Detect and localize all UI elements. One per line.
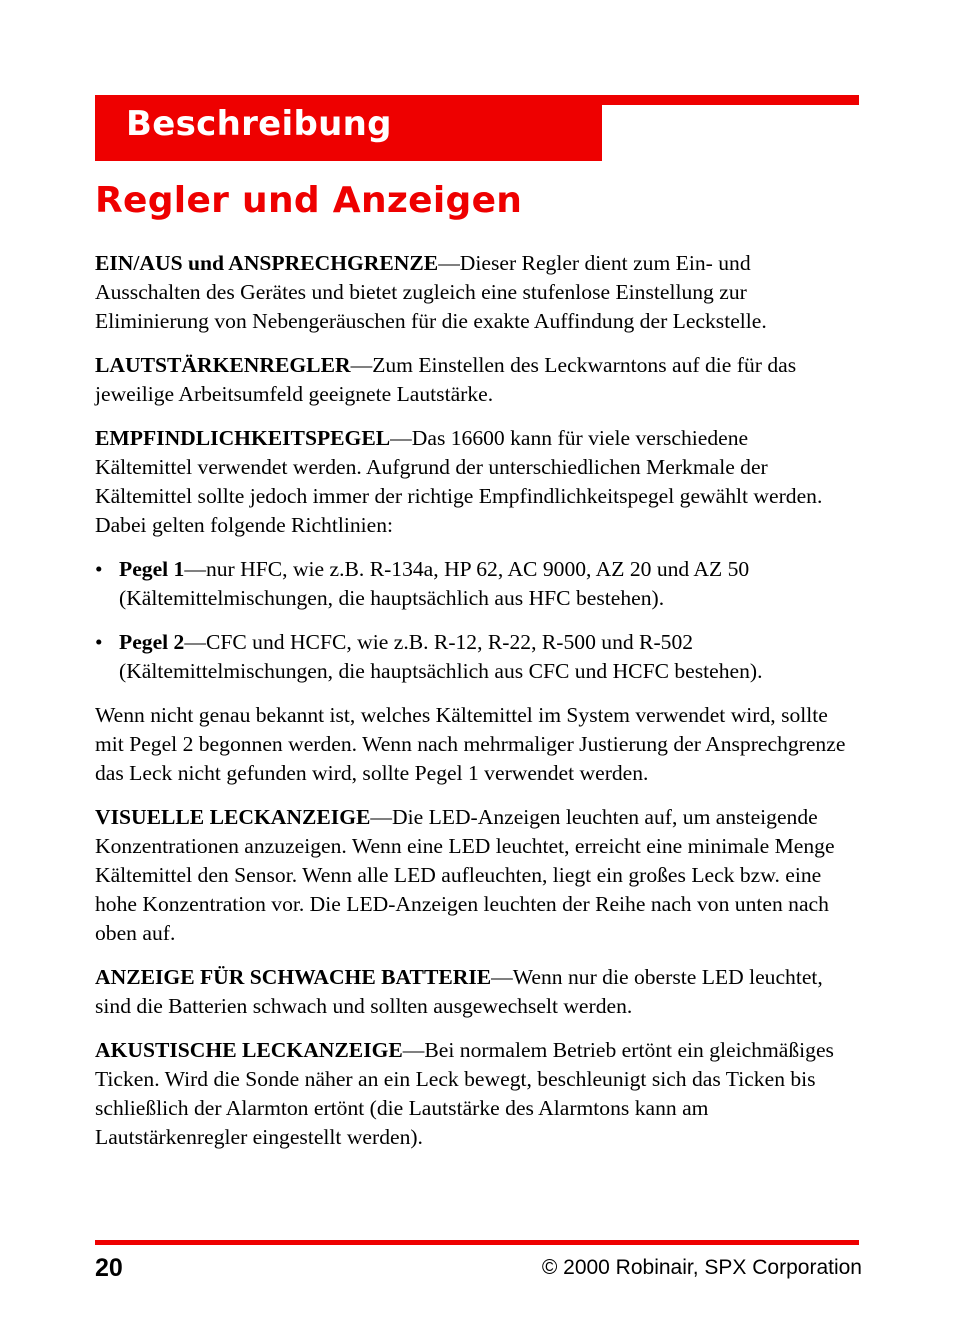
term: AKUSTISCHE LECKANZEIGE bbox=[95, 1038, 403, 1062]
footer-rule bbox=[95, 1240, 859, 1245]
paragraph-text: —Das 16600 kann für viele verschiedene Kältemittel verwendet werden. Aufgrund der unterschiedlichen Merkmale der Kältemittel sollte jedoch immer der richtige Empfindlichkeitspegel gewählt werden. Dabei gelten folgende Richtlinien: bbox=[95, 426, 823, 537]
term: EIN/AUS und ANSPRECHGRENZE bbox=[95, 251, 439, 275]
body-content bbox=[95, 249, 847, 1167]
term: ANZEIGE FÜR SCHWACHE BATTERIE bbox=[95, 965, 492, 989]
term: VISUELLE LECKANZEIGE bbox=[95, 805, 371, 829]
term: EMPFINDLICHKEITSPEGEL bbox=[95, 426, 391, 450]
paragraph-visuelle-anzeige bbox=[95, 803, 847, 948]
level-list bbox=[95, 555, 847, 686]
term: Pegel 1 bbox=[119, 557, 185, 581]
section-title: Beschreibung bbox=[126, 104, 392, 144]
paragraph-akustische-anzeige bbox=[95, 1036, 847, 1152]
paragraph-ein-aus bbox=[95, 249, 847, 336]
bullet: • bbox=[95, 557, 103, 581]
paragraph-lautstaerke bbox=[95, 351, 847, 409]
paragraph-batterie bbox=[95, 963, 847, 1021]
paragraph-text: —Dieser Regler dient zum Ein- und Ausschalten des Gerätes und bietet zugleich eine stufenlose Einstellung zur Eliminierung von Nebengeräuschen für die exakte Auffindung der Leckstelle. bbox=[95, 251, 767, 333]
page-number: 20 bbox=[95, 1254, 123, 1282]
term: Pegel 2 bbox=[119, 630, 185, 654]
term: LAUTSTÄRKENREGLER bbox=[95, 353, 351, 377]
paragraph-text: —Wenn nur die oberste LED leuchtet, sind die Batterien schwach und sollten ausgewechselt werden. bbox=[95, 965, 823, 1018]
page-title: Regler und Anzeigen bbox=[95, 180, 523, 221]
paragraph-text: —Bei normalem Betrieb ertönt ein gleichmäßiges Ticken. Wird die Sonde näher an ein Leck bewegt, beschleunigt sich das Ticken bis schließlich der Alarmton ertönt (die Lautstärke des Alarmtons kann am Lautstärkenregler eingestellt werden). bbox=[95, 1038, 834, 1149]
list-item-text: —nur HFC, wie z.B. R-134a, HP 62, AC 9000, AZ 20 und AZ 50 (Kältemittelmischungen, die hauptsächlich aus HFC bestehen). bbox=[119, 557, 750, 610]
paragraph-text: —Zum Einstellen des Leckwarntons auf die für das jeweilige Arbeitsumfeld geeignete Lautstärke. bbox=[95, 353, 797, 406]
list-item-pegel-1 bbox=[95, 555, 847, 613]
paragraph-note: Wenn nicht genau bekannt ist, welches Kältemittel im System verwendet wird, sollte mit Pegel 2 begonnen werden. Wenn nach mehrmaliger Justierung der Ansprechgrenze das Leck nicht gefunden wird, sollte Pegel 1 verwendet werden. bbox=[95, 703, 846, 785]
copyright-notice: © 2000 Robinair, SPX Corporation bbox=[541, 1256, 862, 1279]
bullet: • bbox=[95, 630, 103, 654]
paragraph-empfindlichkeit bbox=[95, 424, 847, 540]
paragraph-text: —Die LED-Anzeigen leuchten auf, um ansteigende Konzentrationen anzuzeigen. Wenn eine LED leuchtet, erreicht eine minimale Menge Kältemittel den Sensor. Wenn alle LED aufleuchten, liegt ein großes Leck bzw. eine hohe Konzentration vor. Die LED-Anzeigen leuchten der Reihe nach von unten nach oben auf. bbox=[95, 805, 835, 945]
list-item-text: —CFC und HCFC, wie z.B. R-12, R-22, R-500 und R-502 (Kältemittelmischungen, die hauptsächlich aus CFC und HCFC bestehen). bbox=[119, 630, 763, 683]
list-item-pegel-2 bbox=[95, 628, 847, 686]
